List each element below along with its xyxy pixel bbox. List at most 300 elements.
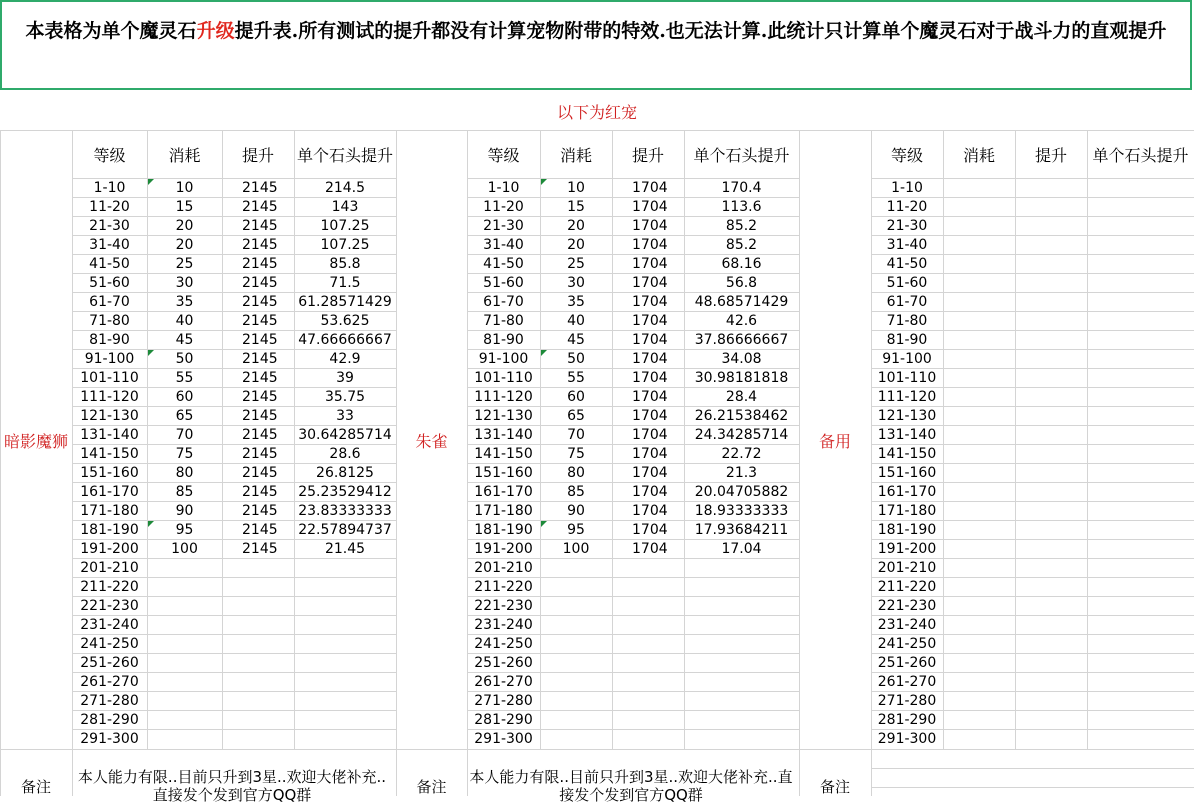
per-stone-cell[interactable] <box>294 711 396 730</box>
boost-cell[interactable] <box>612 578 684 597</box>
boost-cell[interactable]: 1704 <box>632 218 668 234</box>
per-stone-cell[interactable] <box>294 730 396 749</box>
cost-cell[interactable] <box>147 654 222 673</box>
boost-cell[interactable] <box>222 578 294 597</box>
level-cell[interactable]: 101-110 <box>80 370 139 386</box>
level-cell[interactable]: 131-140 <box>80 427 139 443</box>
comment-marker-icon[interactable] <box>541 179 547 185</box>
level-cell[interactable]: 171-180 <box>474 503 533 519</box>
level-cell[interactable]: 151-160 <box>80 465 139 481</box>
level-cell[interactable]: 91-100 <box>84 351 135 367</box>
per-stone-cell[interactable] <box>294 616 396 635</box>
boost-cell[interactable]: 1704 <box>632 199 668 215</box>
level-cell[interactable]: 121-130 <box>877 408 937 424</box>
per-stone-cell[interactable] <box>1087 483 1194 502</box>
per-stone-cell[interactable]: 71.5 <box>329 275 361 291</box>
boost-cell[interactable] <box>1015 407 1087 426</box>
level-cell[interactable]: 211-220 <box>474 579 533 595</box>
level-cell[interactable]: 241-250 <box>474 636 533 652</box>
cost-cell[interactable]: 30 <box>567 275 585 291</box>
cost-cell[interactable] <box>943 616 1015 635</box>
boost-cell[interactable]: 1704 <box>632 484 668 500</box>
cost-cell[interactable]: 45 <box>567 332 585 348</box>
boost-cell[interactable]: 2145 <box>242 199 278 215</box>
per-stone-cell[interactable] <box>1087 445 1194 464</box>
cost-cell[interactable] <box>147 578 222 597</box>
level-cell[interactable]: 141-150 <box>80 446 139 462</box>
cost-cell[interactable]: 75 <box>567 446 585 462</box>
boost-cell[interactable]: 1704 <box>632 541 668 557</box>
per-stone-cell[interactable]: 61.28571429 <box>298 294 392 310</box>
boost-cell[interactable] <box>222 616 294 635</box>
comment-marker-icon[interactable] <box>148 350 154 356</box>
level-cell[interactable]: 281-290 <box>877 712 937 728</box>
boost-cell[interactable]: 1704 <box>632 275 668 291</box>
per-stone-cell[interactable] <box>1087 179 1194 198</box>
per-stone-cell[interactable]: 107.25 <box>320 237 370 253</box>
pet-name[interactable]: 备用 <box>818 432 851 451</box>
per-stone-cell[interactable] <box>684 692 799 711</box>
boost-cell[interactable] <box>1015 730 1087 749</box>
cost-cell[interactable]: 20 <box>175 218 194 234</box>
level-cell[interactable]: 181-190 <box>474 522 533 538</box>
cost-cell[interactable] <box>943 445 1015 464</box>
per-stone-cell[interactable]: 20.04705882 <box>694 484 789 500</box>
cost-cell[interactable]: 55 <box>567 370 585 386</box>
level-cell[interactable]: 111-120 <box>877 389 937 405</box>
level-cell[interactable]: 161-170 <box>80 484 139 500</box>
per-stone-cell[interactable] <box>1087 388 1194 407</box>
level-cell[interactable]: 71-80 <box>89 313 130 329</box>
per-stone-cell[interactable] <box>1087 350 1194 369</box>
per-stone-cell[interactable]: 170.4 <box>721 180 762 196</box>
level-cell[interactable]: 281-290 <box>474 712 533 728</box>
cost-cell[interactable] <box>943 217 1015 236</box>
cost-cell[interactable]: 50 <box>567 351 585 367</box>
per-stone-cell[interactable]: 113.6 <box>721 199 762 215</box>
per-stone-cell[interactable] <box>684 597 799 616</box>
per-stone-cell[interactable] <box>1087 217 1194 236</box>
cost-cell[interactable] <box>943 692 1015 711</box>
boost-cell[interactable] <box>1015 198 1087 217</box>
cost-cell[interactable]: 90 <box>567 503 585 519</box>
boost-cell[interactable] <box>1015 483 1087 502</box>
per-stone-cell[interactable]: 25.23529412 <box>298 484 392 500</box>
cost-cell[interactable]: 15 <box>175 199 194 215</box>
boost-cell[interactable] <box>1015 597 1087 616</box>
level-cell[interactable]: 11-20 <box>483 199 524 215</box>
boost-cell[interactable] <box>222 711 294 730</box>
per-stone-cell[interactable]: 143 <box>331 199 359 215</box>
boost-cell[interactable]: 2145 <box>242 503 278 519</box>
cost-cell[interactable]: 80 <box>175 465 194 481</box>
level-cell[interactable]: 71-80 <box>483 313 524 329</box>
boost-cell[interactable]: 2145 <box>242 427 278 443</box>
per-stone-cell[interactable]: 26.21538462 <box>694 408 789 424</box>
boost-cell[interactable] <box>612 692 684 711</box>
level-cell[interactable]: 291-300 <box>474 731 533 747</box>
cost-cell[interactable] <box>943 635 1015 654</box>
per-stone-cell[interactable] <box>1087 692 1194 711</box>
level-cell[interactable]: 121-130 <box>474 408 533 424</box>
boost-cell[interactable]: 2145 <box>242 332 278 348</box>
per-stone-cell[interactable] <box>294 654 396 673</box>
per-stone-cell[interactable]: 48.68571429 <box>694 294 789 310</box>
level-cell[interactable]: 11-20 <box>886 199 928 215</box>
boost-cell[interactable] <box>1015 179 1087 198</box>
note-text[interactable]: 本人能力有限..目前只升到3星..欢迎大佬补充..直接发个发到官方QQ群 <box>77 768 387 804</box>
boost-cell[interactable]: 1704 <box>632 256 668 272</box>
boost-cell[interactable] <box>612 616 684 635</box>
boost-cell[interactable]: 1704 <box>632 370 668 386</box>
level-cell[interactable]: 81-90 <box>89 332 130 348</box>
boost-cell[interactable]: 1704 <box>632 332 668 348</box>
per-stone-cell[interactable] <box>684 578 799 597</box>
level-cell[interactable]: 271-280 <box>80 693 139 709</box>
cost-cell[interactable] <box>147 692 222 711</box>
boost-cell[interactable]: 1704 <box>632 294 668 310</box>
level-cell[interactable]: 131-140 <box>474 427 533 443</box>
per-stone-cell[interactable]: 30.98181818 <box>694 370 789 386</box>
boost-cell[interactable]: 2145 <box>242 389 278 405</box>
per-stone-cell[interactable]: 18.93333333 <box>694 503 789 519</box>
comment-marker-icon[interactable] <box>148 179 154 185</box>
per-stone-cell[interactable] <box>1087 616 1194 635</box>
cost-cell[interactable] <box>147 559 222 578</box>
per-stone-cell[interactable] <box>1087 673 1194 692</box>
boost-cell[interactable] <box>612 654 684 673</box>
level-cell[interactable]: 61-70 <box>886 294 928 310</box>
level-cell[interactable]: 21-30 <box>89 218 130 234</box>
level-cell[interactable]: 191-200 <box>80 541 139 557</box>
column-header[interactable]: 消耗 <box>168 146 201 165</box>
cost-cell[interactable]: 85 <box>175 484 194 500</box>
boost-cell[interactable] <box>1015 692 1087 711</box>
per-stone-cell[interactable]: 85.8 <box>329 256 361 272</box>
per-stone-cell[interactable] <box>1087 426 1194 445</box>
level-cell[interactable]: 101-110 <box>877 370 937 386</box>
boost-cell[interactable]: 1704 <box>632 313 668 329</box>
per-stone-cell[interactable] <box>1087 559 1194 578</box>
per-stone-cell[interactable]: 85.2 <box>725 237 758 253</box>
boost-cell[interactable] <box>1015 388 1087 407</box>
cost-cell[interactable]: 15 <box>567 199 585 215</box>
level-cell[interactable]: 61-70 <box>89 294 130 310</box>
per-stone-cell[interactable]: 24.34285714 <box>694 427 789 443</box>
cost-cell[interactable] <box>943 464 1015 483</box>
per-stone-cell[interactable] <box>1087 597 1194 616</box>
level-cell[interactable]: 171-180 <box>877 503 937 519</box>
cost-cell[interactable] <box>540 692 612 711</box>
comment-marker-icon[interactable] <box>148 521 154 527</box>
level-cell[interactable]: 121-130 <box>80 408 139 424</box>
cost-cell[interactable] <box>147 730 222 749</box>
cost-cell[interactable]: 70 <box>175 427 194 443</box>
boost-cell[interactable] <box>1015 540 1087 559</box>
cost-cell[interactable] <box>943 236 1015 255</box>
cost-cell[interactable] <box>540 597 612 616</box>
boost-cell[interactable]: 1704 <box>632 408 668 424</box>
level-cell[interactable]: 231-240 <box>80 617 139 633</box>
level-cell[interactable]: 31-40 <box>89 237 130 253</box>
cost-cell[interactable] <box>943 483 1015 502</box>
level-cell[interactable]: 201-210 <box>80 560 139 576</box>
column-header[interactable]: 消耗 <box>962 146 995 165</box>
boost-cell[interactable] <box>1015 331 1087 350</box>
cost-cell[interactable]: 80 <box>567 465 585 481</box>
boost-cell[interactable]: 2145 <box>242 313 278 329</box>
level-cell[interactable]: 101-110 <box>474 370 533 386</box>
cost-cell[interactable] <box>943 540 1015 559</box>
per-stone-cell[interactable]: 107.25 <box>320 218 370 234</box>
cost-cell[interactable]: 35 <box>175 294 194 310</box>
boost-cell[interactable] <box>1015 654 1087 673</box>
cost-cell[interactable]: 45 <box>175 332 194 348</box>
cost-cell[interactable] <box>943 711 1015 730</box>
boost-cell[interactable] <box>1015 445 1087 464</box>
per-stone-cell[interactable]: 28.4 <box>725 389 758 405</box>
per-stone-cell[interactable] <box>1087 331 1194 350</box>
per-stone-cell[interactable]: 35.75 <box>324 389 366 405</box>
level-cell[interactable]: 81-90 <box>483 332 524 348</box>
column-header[interactable]: 提升 <box>241 146 274 165</box>
level-cell[interactable]: 111-120 <box>80 389 139 405</box>
cost-cell[interactable] <box>147 635 222 654</box>
cost-cell[interactable] <box>943 426 1015 445</box>
level-cell[interactable]: 271-280 <box>877 693 937 709</box>
per-stone-cell[interactable] <box>684 654 799 673</box>
level-cell[interactable]: 251-260 <box>474 655 533 671</box>
per-stone-cell[interactable] <box>1087 293 1194 312</box>
cost-cell[interactable] <box>943 654 1015 673</box>
boost-cell[interactable] <box>1015 255 1087 274</box>
cost-cell[interactable] <box>147 597 222 616</box>
comment-marker-icon[interactable] <box>541 521 547 527</box>
level-cell[interactable]: 221-230 <box>877 598 937 614</box>
boost-cell[interactable]: 2145 <box>242 180 278 196</box>
level-cell[interactable]: 181-190 <box>877 522 937 538</box>
cost-cell[interactable]: 30 <box>175 275 194 291</box>
per-stone-cell[interactable] <box>684 616 799 635</box>
cost-cell[interactable] <box>943 597 1015 616</box>
boost-cell[interactable]: 2145 <box>242 522 278 538</box>
boost-cell[interactable] <box>1015 274 1087 293</box>
note-label[interactable]: 备注 <box>416 778 447 796</box>
per-stone-cell[interactable]: 42.9 <box>329 351 361 367</box>
level-cell[interactable]: 221-230 <box>474 598 533 614</box>
boost-cell[interactable] <box>1015 578 1087 597</box>
cost-cell[interactable] <box>943 559 1015 578</box>
per-stone-cell[interactable] <box>1087 521 1194 540</box>
boost-cell[interactable]: 1704 <box>632 503 668 519</box>
level-cell[interactable]: 241-250 <box>877 636 937 652</box>
comment-marker-icon[interactable] <box>541 350 547 356</box>
cost-cell[interactable]: 20 <box>567 218 585 234</box>
per-stone-cell[interactable] <box>1087 635 1194 654</box>
boost-cell[interactable] <box>222 673 294 692</box>
cost-cell[interactable]: 50 <box>175 351 194 367</box>
per-stone-cell[interactable] <box>1087 236 1194 255</box>
boost-cell[interactable] <box>612 673 684 692</box>
per-stone-cell[interactable]: 23.83333333 <box>298 503 392 519</box>
cost-cell[interactable] <box>147 673 222 692</box>
boost-cell[interactable] <box>1015 711 1087 730</box>
level-cell[interactable]: 191-200 <box>877 541 937 557</box>
per-stone-cell[interactable]: 39 <box>336 370 354 386</box>
cost-cell[interactable]: 60 <box>567 389 585 405</box>
boost-cell[interactable]: 2145 <box>242 237 278 253</box>
boost-cell[interactable]: 1704 <box>632 389 668 405</box>
per-stone-cell[interactable]: 30.64285714 <box>298 427 392 443</box>
boost-cell[interactable] <box>1015 559 1087 578</box>
boost-cell[interactable]: 2145 <box>242 446 278 462</box>
boost-cell[interactable]: 2145 <box>242 294 278 310</box>
cost-cell[interactable]: 70 <box>567 427 585 443</box>
column-header[interactable]: 提升 <box>1034 146 1067 165</box>
per-stone-cell[interactable]: 17.93684211 <box>694 522 789 538</box>
level-cell[interactable]: 181-190 <box>80 522 139 538</box>
cost-cell[interactable]: 40 <box>175 313 194 329</box>
boost-cell[interactable] <box>222 635 294 654</box>
column-header[interactable]: 等级 <box>890 146 923 165</box>
cost-cell[interactable]: 65 <box>175 408 194 424</box>
cost-cell[interactable]: 40 <box>567 313 585 329</box>
level-cell[interactable]: 261-270 <box>80 674 139 690</box>
column-header[interactable]: 单个石头提升 <box>1092 146 1189 165</box>
level-cell[interactable]: 241-250 <box>80 636 139 652</box>
boost-cell[interactable] <box>1015 464 1087 483</box>
per-stone-cell[interactable] <box>294 559 396 578</box>
per-stone-cell[interactable]: 47.66666667 <box>298 332 392 348</box>
per-stone-cell[interactable] <box>294 692 396 711</box>
boost-cell[interactable] <box>1015 350 1087 369</box>
level-cell[interactable]: 81-90 <box>886 332 928 348</box>
boost-cell[interactable] <box>1015 217 1087 236</box>
boost-cell[interactable] <box>1015 521 1087 540</box>
cost-cell[interactable]: 100 <box>171 541 198 557</box>
level-cell[interactable]: 51-60 <box>89 275 130 291</box>
cost-cell[interactable] <box>147 711 222 730</box>
note-label[interactable]: 备注 <box>819 778 850 796</box>
level-cell[interactable]: 231-240 <box>877 617 937 633</box>
boost-cell[interactable]: 1704 <box>632 237 668 253</box>
boost-cell[interactable]: 2145 <box>242 351 278 367</box>
per-stone-cell[interactable]: 214.5 <box>324 180 366 196</box>
per-stone-cell[interactable] <box>1087 730 1194 749</box>
level-cell[interactable]: 151-160 <box>474 465 533 481</box>
cost-cell[interactable]: 20 <box>567 237 585 253</box>
boost-cell[interactable]: 1704 <box>632 180 668 196</box>
per-stone-cell[interactable]: 68.16 <box>721 256 762 272</box>
cost-cell[interactable] <box>147 616 222 635</box>
boost-cell[interactable] <box>612 730 684 749</box>
boost-cell[interactable]: 1704 <box>632 465 668 481</box>
level-cell[interactable]: 211-220 <box>877 579 937 595</box>
per-stone-cell[interactable] <box>1087 274 1194 293</box>
level-cell[interactable]: 21-30 <box>886 218 928 234</box>
cost-cell[interactable] <box>943 350 1015 369</box>
level-cell[interactable]: 1-10 <box>487 180 520 196</box>
boost-cell[interactable] <box>222 559 294 578</box>
note-text[interactable]: 本人能力有限..目前只升到3星..欢迎大佬补充..直接发个发到官方QQ群 <box>469 768 793 804</box>
cost-cell[interactable] <box>943 255 1015 274</box>
level-cell[interactable]: 221-230 <box>80 598 139 614</box>
per-stone-cell[interactable] <box>1087 369 1194 388</box>
cost-cell[interactable] <box>943 407 1015 426</box>
per-stone-cell[interactable] <box>1087 198 1194 217</box>
level-cell[interactable]: 261-270 <box>877 674 937 690</box>
level-cell[interactable]: 51-60 <box>886 275 928 291</box>
per-stone-cell[interactable] <box>1087 464 1194 483</box>
column-header[interactable]: 等级 <box>487 146 520 165</box>
column-header[interactable]: 单个石头提升 <box>693 146 790 165</box>
level-cell[interactable]: 291-300 <box>877 731 937 747</box>
cost-cell[interactable] <box>540 673 612 692</box>
cost-cell[interactable] <box>943 274 1015 293</box>
per-stone-cell[interactable]: 21.3 <box>725 465 758 481</box>
level-cell[interactable]: 21-30 <box>483 218 524 234</box>
cost-cell[interactable]: 10 <box>175 180 194 196</box>
boost-cell[interactable] <box>222 654 294 673</box>
column-header[interactable]: 提升 <box>631 146 664 165</box>
level-cell[interactable]: 251-260 <box>80 655 139 671</box>
cost-cell[interactable]: 90 <box>175 503 194 519</box>
pet-name[interactable]: 朱雀 <box>415 432 448 451</box>
per-stone-cell[interactable] <box>294 578 396 597</box>
cost-cell[interactable] <box>540 730 612 749</box>
level-cell[interactable]: 231-240 <box>474 617 533 633</box>
boost-cell[interactable] <box>612 711 684 730</box>
per-stone-cell[interactable] <box>684 711 799 730</box>
cost-cell[interactable] <box>943 198 1015 217</box>
boost-cell[interactable]: 1704 <box>632 351 668 367</box>
cost-cell[interactable] <box>943 369 1015 388</box>
per-stone-cell[interactable] <box>294 597 396 616</box>
per-stone-cell[interactable]: 21.45 <box>324 541 366 557</box>
level-cell[interactable]: 131-140 <box>877 427 937 443</box>
level-cell[interactable]: 91-100 <box>478 351 529 367</box>
cost-cell[interactable] <box>943 521 1015 540</box>
boost-cell[interactable] <box>1015 369 1087 388</box>
cost-cell[interactable]: 10 <box>567 180 585 196</box>
per-stone-cell[interactable] <box>1087 540 1194 559</box>
boost-cell[interactable] <box>612 559 684 578</box>
boost-cell[interactable]: 2145 <box>242 256 278 272</box>
cost-cell[interactable] <box>943 179 1015 198</box>
boost-cell[interactable]: 2145 <box>242 484 278 500</box>
level-cell[interactable]: 161-170 <box>877 484 937 500</box>
boost-cell[interactable] <box>1015 502 1087 521</box>
level-cell[interactable]: 51-60 <box>483 275 524 291</box>
per-stone-cell[interactable] <box>1087 578 1194 597</box>
level-cell[interactable]: 41-50 <box>89 256 130 272</box>
subtitle[interactable]: 以下为红宠 <box>556 103 637 122</box>
level-cell[interactable]: 141-150 <box>474 446 533 462</box>
title-banner[interactable] <box>0 0 1192 90</box>
level-cell[interactable]: 201-210 <box>474 560 533 576</box>
cost-cell[interactable] <box>943 502 1015 521</box>
cost-cell[interactable] <box>943 578 1015 597</box>
cost-cell[interactable]: 25 <box>567 256 585 272</box>
boost-cell[interactable]: 2145 <box>242 408 278 424</box>
cost-cell[interactable] <box>540 559 612 578</box>
cost-cell[interactable]: 95 <box>567 522 585 538</box>
cost-cell[interactable] <box>943 312 1015 331</box>
cost-cell[interactable]: 60 <box>175 389 194 405</box>
per-stone-cell[interactable]: 26.8125 <box>316 465 374 481</box>
boost-cell[interactable] <box>612 635 684 654</box>
boost-cell[interactable] <box>1015 293 1087 312</box>
